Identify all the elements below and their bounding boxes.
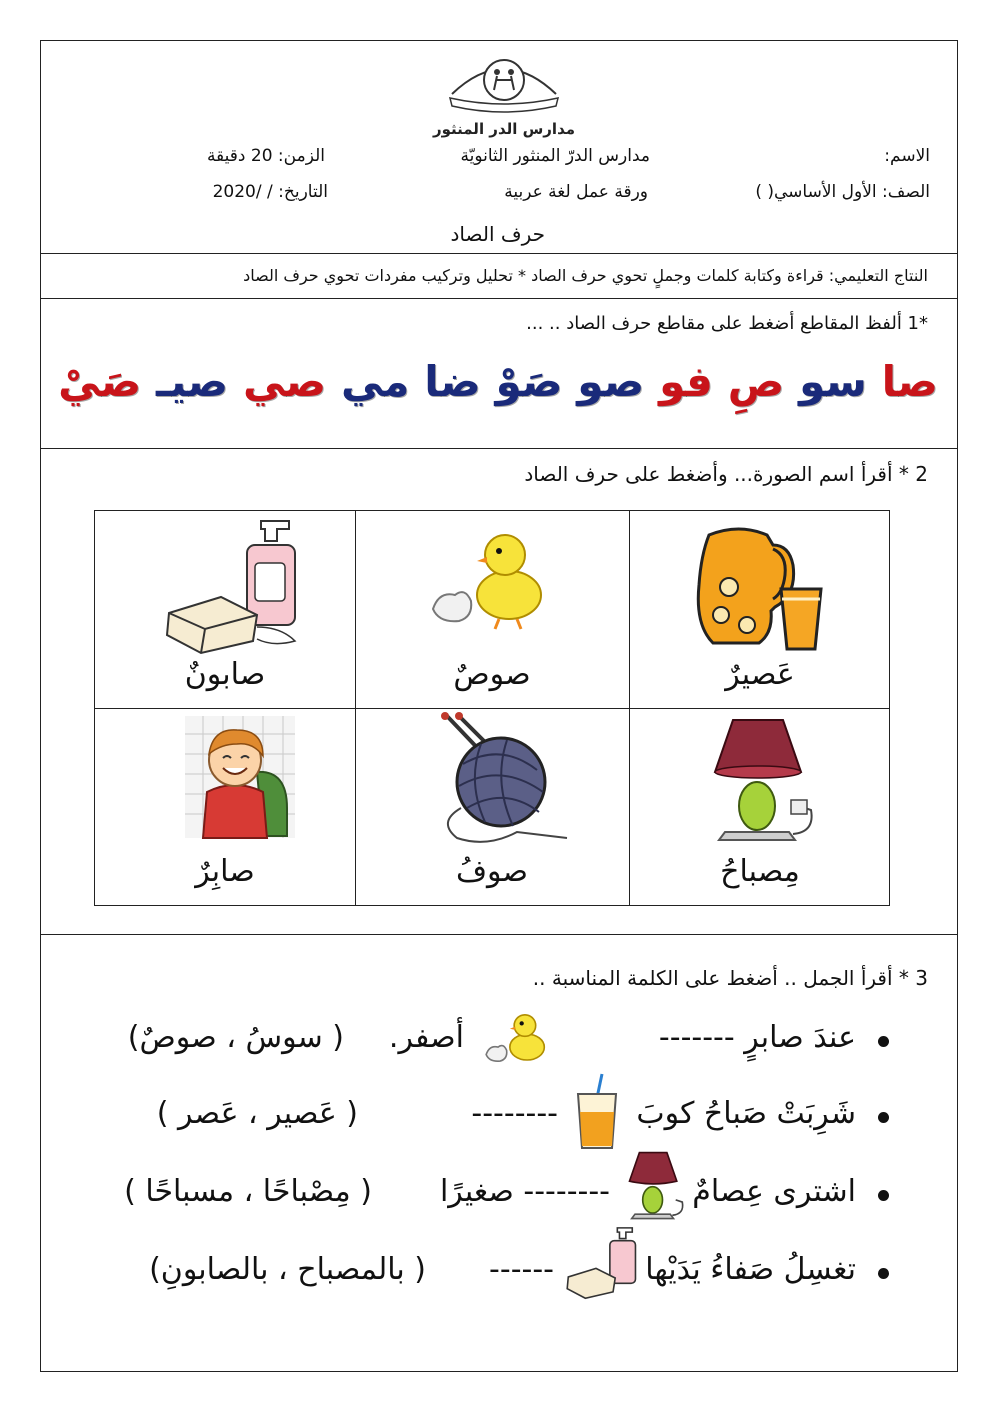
syllable-9[interactable]: صي <box>243 357 327 406</box>
sentence-2-after: -------- <box>471 1096 558 1131</box>
word-soap[interactable]: صابونٌ <box>184 657 266 692</box>
picture-grid <box>94 510 890 906</box>
soap-icon <box>564 1224 644 1300</box>
syllable-4[interactable]: فو <box>659 357 713 406</box>
svg-text:مدارس الدر المنثور: مدارس الدر المنثور <box>432 120 576 138</box>
learning-outcome: النتاج التعليمي: قراءة وكتابة كلمات وجملٍ تحوي حرف الصاد * تحليل وتركيب مفردات تحوي حرف الصاد <box>243 266 928 285</box>
bullet <box>878 1036 889 1047</box>
school-name: مدارس الدرّ المنثور الثانويّة <box>460 146 650 166</box>
word-juice[interactable]: عَصيرٌ <box>725 657 795 692</box>
q2-instruction: 2 * أقرأ اسم الصورة... وأضغط على حرف الصاد <box>524 462 928 486</box>
sentence-3-text: اشترى عِصامٌ <box>692 1174 856 1209</box>
sentence-1-text: عندَ صابرٍ ------- <box>658 1020 856 1055</box>
word-saber[interactable]: صابِرٌ <box>195 854 255 889</box>
bullet <box>878 1268 889 1279</box>
q1-instruction: *1 ألفظ المقاطع أضغط على مقاطع حرف الصاد .. ... <box>526 313 928 334</box>
lamp-icon <box>624 1148 690 1222</box>
boy-icon <box>183 714 297 840</box>
syllable-1[interactable]: صا <box>881 357 938 406</box>
date-label: التاريخ: / /2020 <box>212 182 328 202</box>
sentence-2-options[interactable]: ( عَصير ، عَصر ) <box>156 1096 358 1131</box>
juice-jug-icon <box>689 515 829 655</box>
divider <box>40 298 958 299</box>
sentence-3-options[interactable]: ( مِصْباحًا ، مسباحًا ) <box>124 1174 372 1209</box>
soap-icon <box>161 515 311 655</box>
page-title: حرف الصاد <box>450 222 545 246</box>
word-lamp[interactable]: مِصباحُ <box>720 854 800 889</box>
syllable-7[interactable]: ضا <box>424 357 481 406</box>
bullet <box>878 1190 889 1201</box>
syllable-10[interactable]: صيـ <box>156 357 229 406</box>
name-label: الاسم: <box>884 146 930 166</box>
syllable-11[interactable]: صَيْ <box>58 357 142 406</box>
sentence-4-after: ------ <box>489 1252 554 1287</box>
grade-label: الصف: الأول الأساسي( ) <box>755 182 930 202</box>
q3-instruction: 3 * أقرأ الجمل .. أضغط على الكلمة المناسبة .. <box>532 966 928 990</box>
lamp-icon <box>705 714 825 844</box>
sentence-1-options[interactable]: ( سوسُ ، صوصٌ) <box>127 1020 344 1055</box>
sentence-3-after: -------- صغيرًا <box>439 1174 610 1209</box>
sentence-2-text: شَرِبَتْ صَباحُ كوبَ <box>636 1096 856 1131</box>
juice-glass-icon <box>572 1072 622 1152</box>
cell-lamp[interactable] <box>629 708 891 907</box>
cell-chick[interactable] <box>355 511 629 708</box>
sentence-4-options[interactable]: ( بالمصباح ، بالصابونِ) <box>149 1252 426 1287</box>
school-logo <box>432 50 576 142</box>
bullet <box>878 1112 889 1123</box>
yarn-ball-icon <box>427 712 577 852</box>
word-chick[interactable]: صوصٌ <box>453 657 531 692</box>
divider <box>40 934 958 935</box>
syllable-6[interactable]: صَوْ <box>495 357 563 406</box>
sentence-1-after: أصفر. <box>388 1020 464 1055</box>
syllable-3[interactable]: صِ <box>727 357 785 406</box>
cell-juice[interactable] <box>629 511 891 708</box>
syllable-8[interactable]: مي <box>340 357 410 406</box>
word-wool[interactable]: صوفُ <box>455 854 529 889</box>
time-label: الزمن: 20 دقيقة <box>206 146 325 166</box>
divider <box>40 448 958 449</box>
cell-soap[interactable] <box>95 511 355 708</box>
syllable-5[interactable]: صو <box>577 357 645 406</box>
sentence-4-text: تغسِلُ صَفاءُ يَدَيْها <box>645 1252 856 1287</box>
sheet-type: ورقة عمل لغة عربية <box>504 182 648 202</box>
cell-yarn[interactable] <box>355 708 629 907</box>
cell-boy[interactable] <box>95 708 355 907</box>
syllable-row <box>58 352 938 412</box>
chick-icon <box>429 525 559 635</box>
chick-icon <box>484 1008 554 1070</box>
syllable-2[interactable]: سو <box>799 357 867 406</box>
divider <box>40 253 958 254</box>
